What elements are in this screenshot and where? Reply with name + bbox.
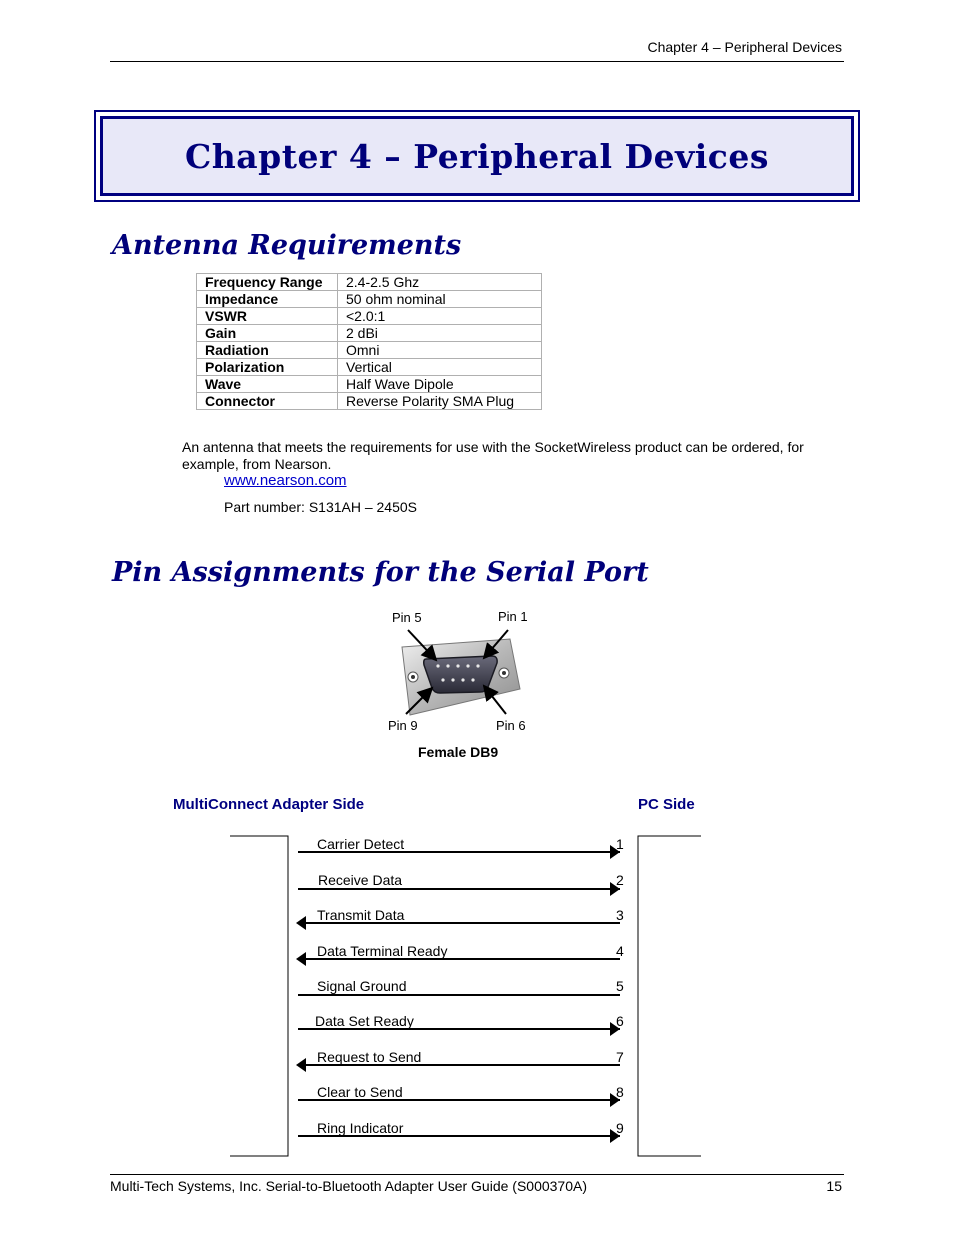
running-header: Chapter 4 – Peripheral Devices xyxy=(647,39,842,55)
spec-value: 50 ohm nominal xyxy=(338,291,542,308)
antenna-paragraph: An antenna that meets the requirements for use with the SocketWireless product can be ordered, for example, from Nearson. xyxy=(182,439,804,472)
spec-key: Connector xyxy=(197,393,338,410)
spec-key: Impedance xyxy=(197,291,338,308)
footer-text: Multi-Tech Systems, Inc. Serial-to-Bluetooth Adapter User Guide (S000370A) xyxy=(110,1178,587,1194)
signal-name: Data Set Ready xyxy=(315,1013,414,1029)
spec-value: <2.0:1 xyxy=(338,308,542,325)
signal-pin: 3 xyxy=(616,907,624,923)
spec-value: 2 dBi xyxy=(338,325,542,342)
spec-value: 2.4-2.5 Ghz xyxy=(338,274,542,291)
chapter-title: Chapter 4 – Peripheral Devices xyxy=(185,136,769,176)
signal-arrowhead xyxy=(296,916,306,930)
spec-value: Omni xyxy=(338,342,542,359)
spec-key: VSWR xyxy=(197,308,338,325)
pin5-label: Pin 5 xyxy=(392,610,422,625)
signal-pin: 9 xyxy=(616,1120,624,1136)
signal-pin: 4 xyxy=(616,943,624,959)
pin6-label: Pin 6 xyxy=(496,718,526,733)
signal-name: Clear to Send xyxy=(317,1084,403,1100)
connector-caption: Female DB9 xyxy=(418,744,499,760)
signal-name: Receive Data xyxy=(318,872,403,888)
spec-key: Polarization xyxy=(197,359,338,376)
signal-name: Request to Send xyxy=(317,1049,422,1065)
signal-pin: 6 xyxy=(616,1013,624,1029)
spec-value: Vertical xyxy=(338,359,542,376)
spec-key: Frequency Range xyxy=(197,274,338,291)
footer-rule xyxy=(110,1174,844,1175)
signal-pin: 2 xyxy=(616,872,624,888)
nearson-link[interactable]: www.nearson.com xyxy=(224,472,347,489)
signal-name: Data Terminal Ready xyxy=(317,943,448,959)
pc-side-label: PC Side xyxy=(638,796,695,813)
signal-name: Ring Indicator xyxy=(317,1120,404,1136)
spec-value: Half Wave Dipole xyxy=(338,376,542,393)
spec-key: Radiation xyxy=(197,342,338,359)
antenna-heading: Antenna Requirements xyxy=(112,230,462,261)
signal-arrowhead xyxy=(296,1058,306,1072)
spec-value: Reverse Polarity SMA Plug xyxy=(338,393,542,410)
spec-key: Gain xyxy=(197,325,338,342)
page-number: 15 xyxy=(826,1178,842,1194)
signal-name: Signal Ground xyxy=(317,978,407,994)
part-number: Part number: S131AH – 2450S xyxy=(224,499,418,515)
pin1-label: Pin 1 xyxy=(498,609,528,624)
signal-pin: 5 xyxy=(616,978,624,994)
pin9-label: Pin 9 xyxy=(388,718,418,733)
serial-heading: Pin Assignments for the Serial Port xyxy=(112,557,649,588)
signal-name: Carrier Detect xyxy=(317,836,405,852)
signal-name: Transmit Data xyxy=(317,907,405,923)
signal-arrowhead xyxy=(296,952,306,966)
adapter-side-label: MultiConnect Adapter Side xyxy=(173,796,365,813)
signal-pin: 1 xyxy=(616,836,624,852)
signal-pin: 7 xyxy=(616,1049,624,1065)
signal-pin: 8 xyxy=(616,1084,624,1100)
spec-key: Wave xyxy=(197,376,338,393)
